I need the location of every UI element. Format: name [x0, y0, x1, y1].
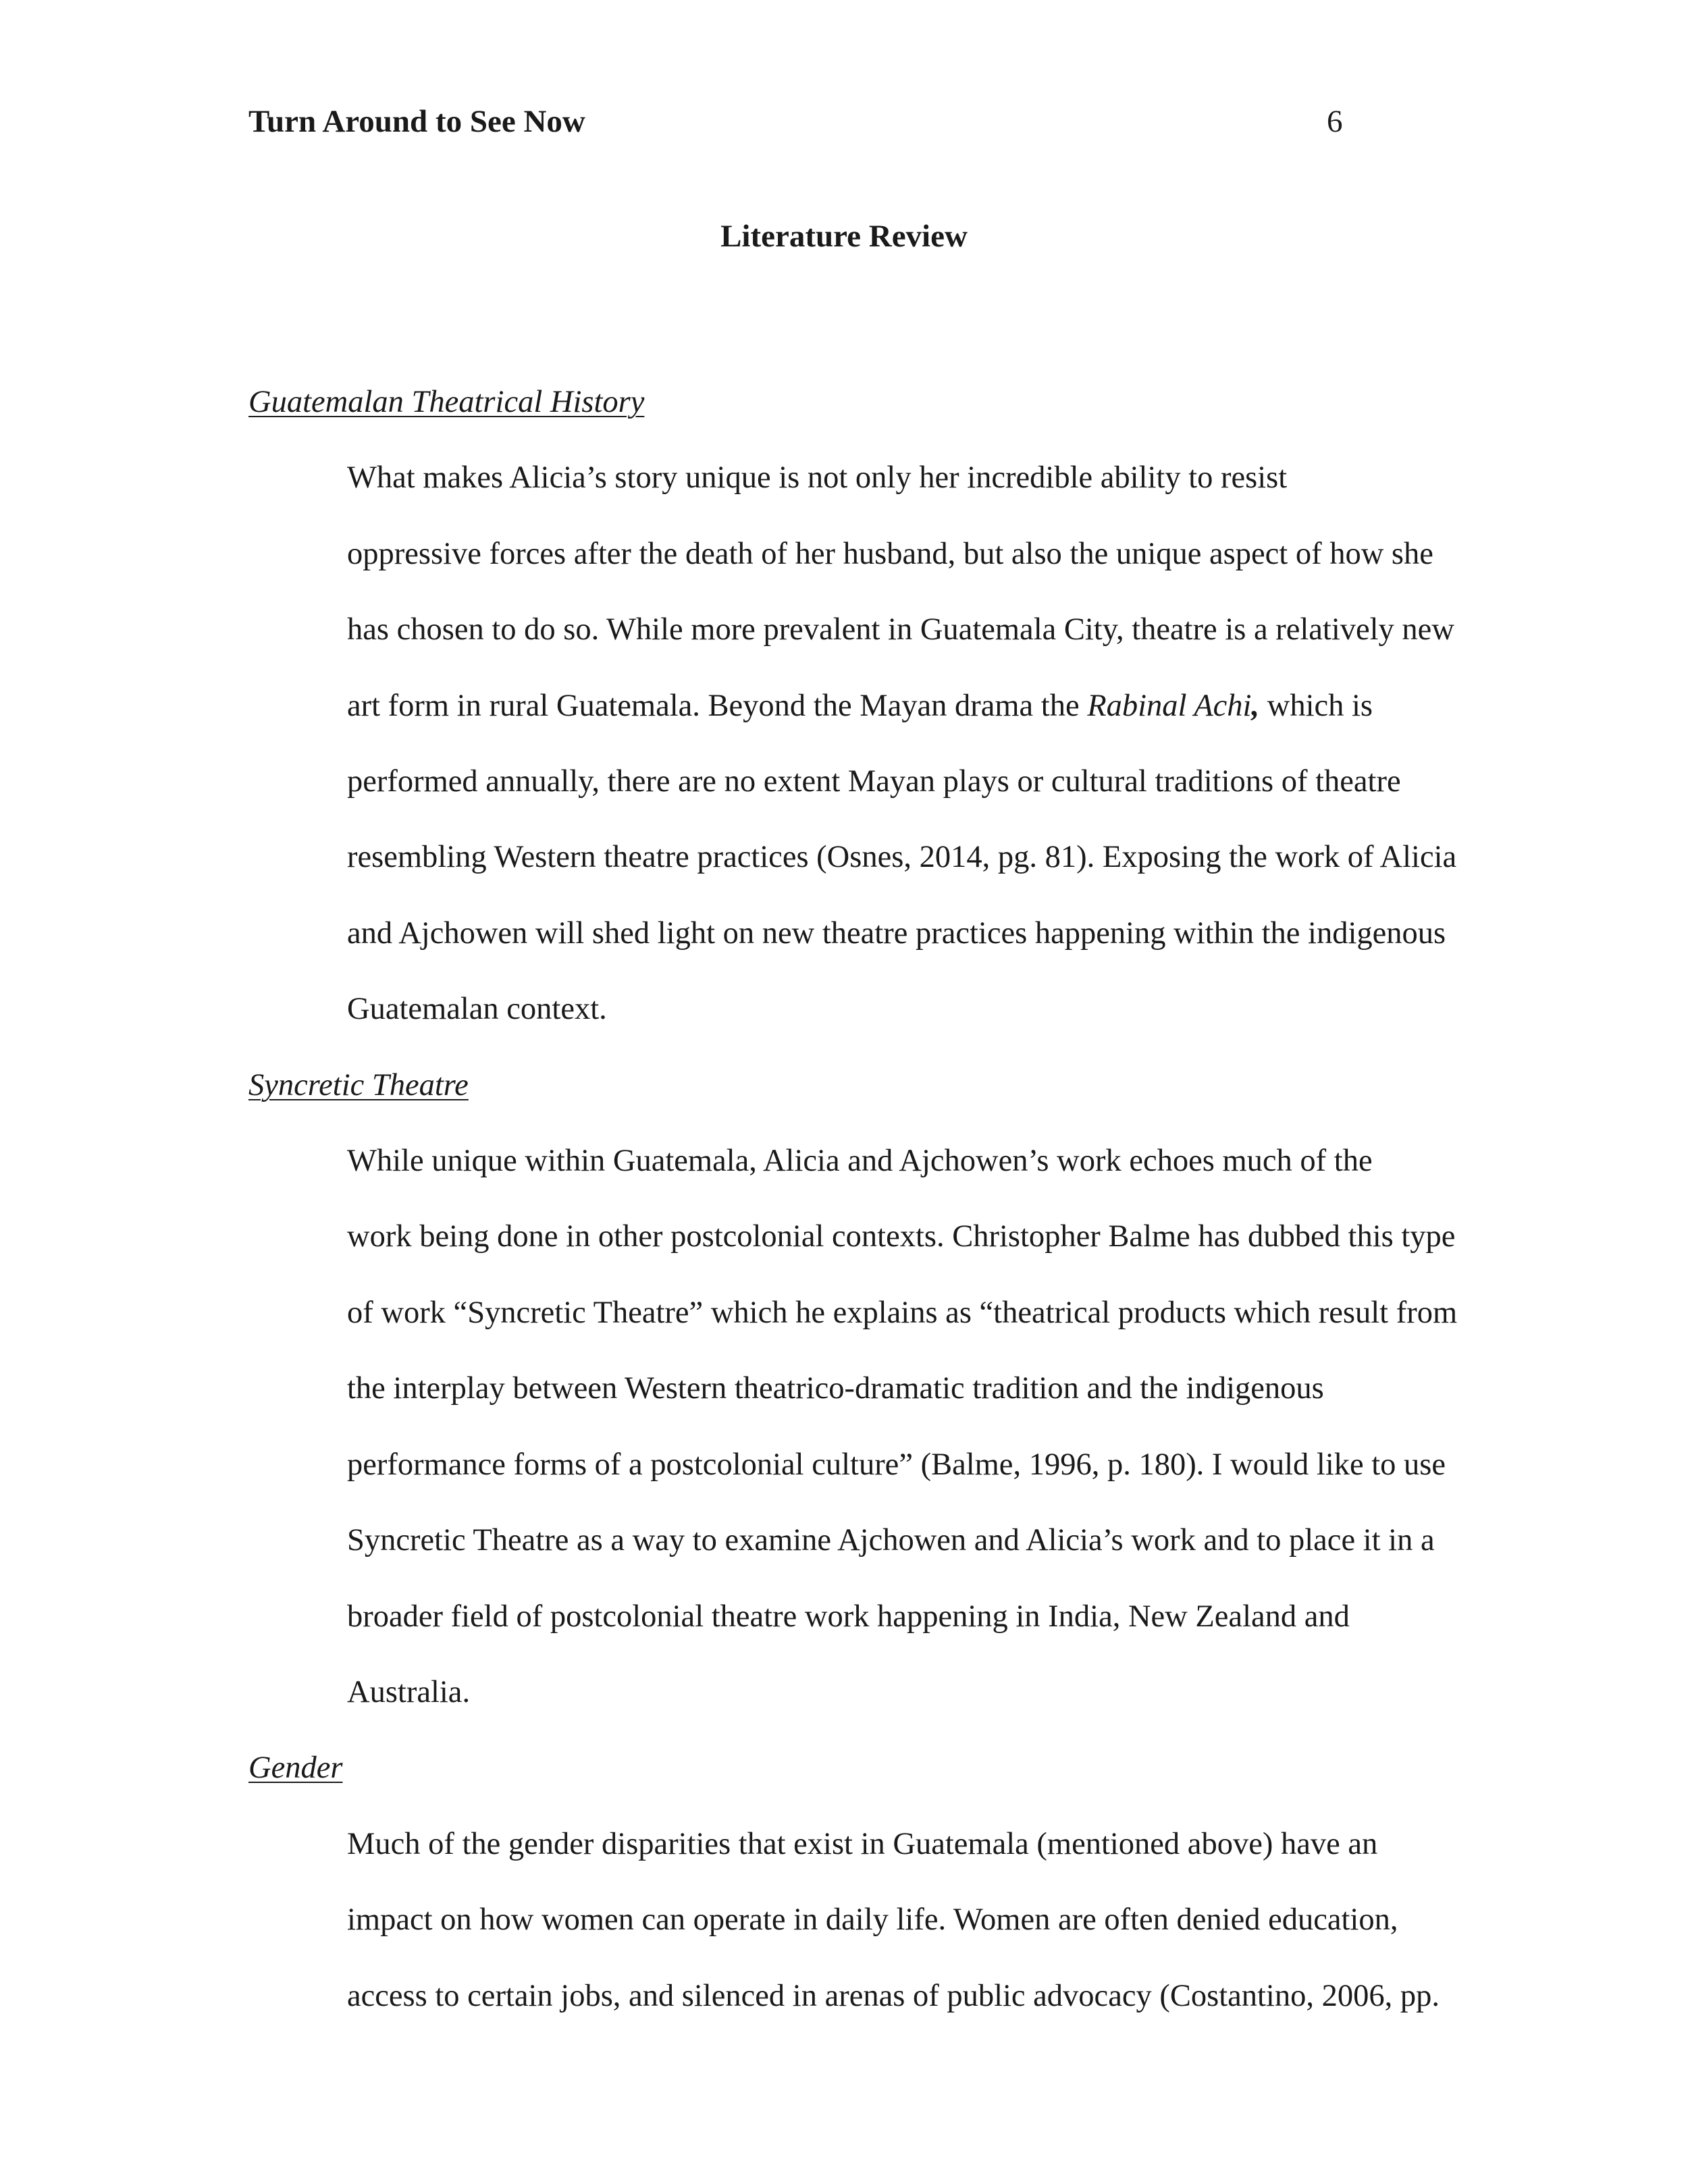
subheading-gender: Gender [248, 1751, 343, 1786]
body-text [248, 365, 1477, 2034]
paragraph-syncretic-theatre [248, 1123, 1477, 1730]
text-line: While unique within Guatemala, Alicia and Ajchowen’s work echoes much of the [347, 1144, 1373, 1179]
running-head: Turn Around to See Now [248, 104, 585, 139]
text-line-with-title [248, 668, 1477, 744]
text-line: work being done in other postcolonial contexts. Christopher Balme has dubbed this type [347, 1219, 1456, 1254]
text-line: What makes Alicia’s story unique is not only her incredible ability to resist [347, 460, 1288, 496]
text-line: performance forms of a postcolonial culture” (Balme, 1996, p. 180). I would like to use [347, 1447, 1446, 1482]
paragraph-gender [248, 1807, 1477, 2034]
text-line: has chosen to do so. While more prevalent in Guatemala City, theatre is a relatively new [347, 612, 1454, 647]
text-line: resembling Western theatre practices (Osnes, 2014, pg. 81). Exposing the work of Alicia [347, 840, 1457, 875]
text-line: oppressive forces after the death of her husband, but also the unique aspect of how she [347, 536, 1433, 571]
paragraph-guatemalan-theatrical-history [248, 440, 1477, 1047]
subheading-syncretic-theatre: Syncretic Theatre [248, 1067, 469, 1102]
text-fragment: which is [1259, 688, 1373, 723]
text-line: performed annually, there are no extent Mayan plays or cultural traditions of theatre [347, 764, 1401, 799]
text-line: the interplay between Western theatrico-dramatic tradition and the indigenous [347, 1371, 1324, 1406]
text-line: and Ajchowen will shed light on new theatre practices happening within the indigenous [347, 915, 1446, 951]
title-comma: , [1251, 688, 1260, 723]
text-line: of work “Syncretic Theatre” which he explains as “theatrical products which result from [347, 1295, 1458, 1330]
text-line: Much of the gender disparities that exist in Guatemala (mentioned above) have an [347, 1826, 1378, 1861]
text-line: Guatemalan context. [347, 992, 607, 1027]
text-line: impact on how women can operate in daily life. Women are often denied education, [347, 1902, 1398, 1938]
section-title: Literature Review [720, 219, 968, 254]
text-line: broader field of postcolonial theatre work happening in India, New Zealand and [347, 1599, 1350, 1634]
text-line: access to certain jobs, and silenced in arenas of public advocacy (Costantino, 2006, pp. [347, 1978, 1440, 2013]
text-line: Australia. [347, 1674, 471, 1709]
page-number: 6 [1327, 104, 1343, 139]
subheading-guatemalan-theatrical-history: Guatemalan Theatrical History [248, 385, 645, 419]
play-title-rabinal-achi: Rabinal Achi [1087, 688, 1252, 723]
text-line: Syncretic Theatre as a way to examine Ajchowen and Alicia’s work and to place it in a [347, 1523, 1435, 1558]
text-fragment: art form in rural Guatemala. Beyond the Mayan drama the [347, 688, 1088, 723]
